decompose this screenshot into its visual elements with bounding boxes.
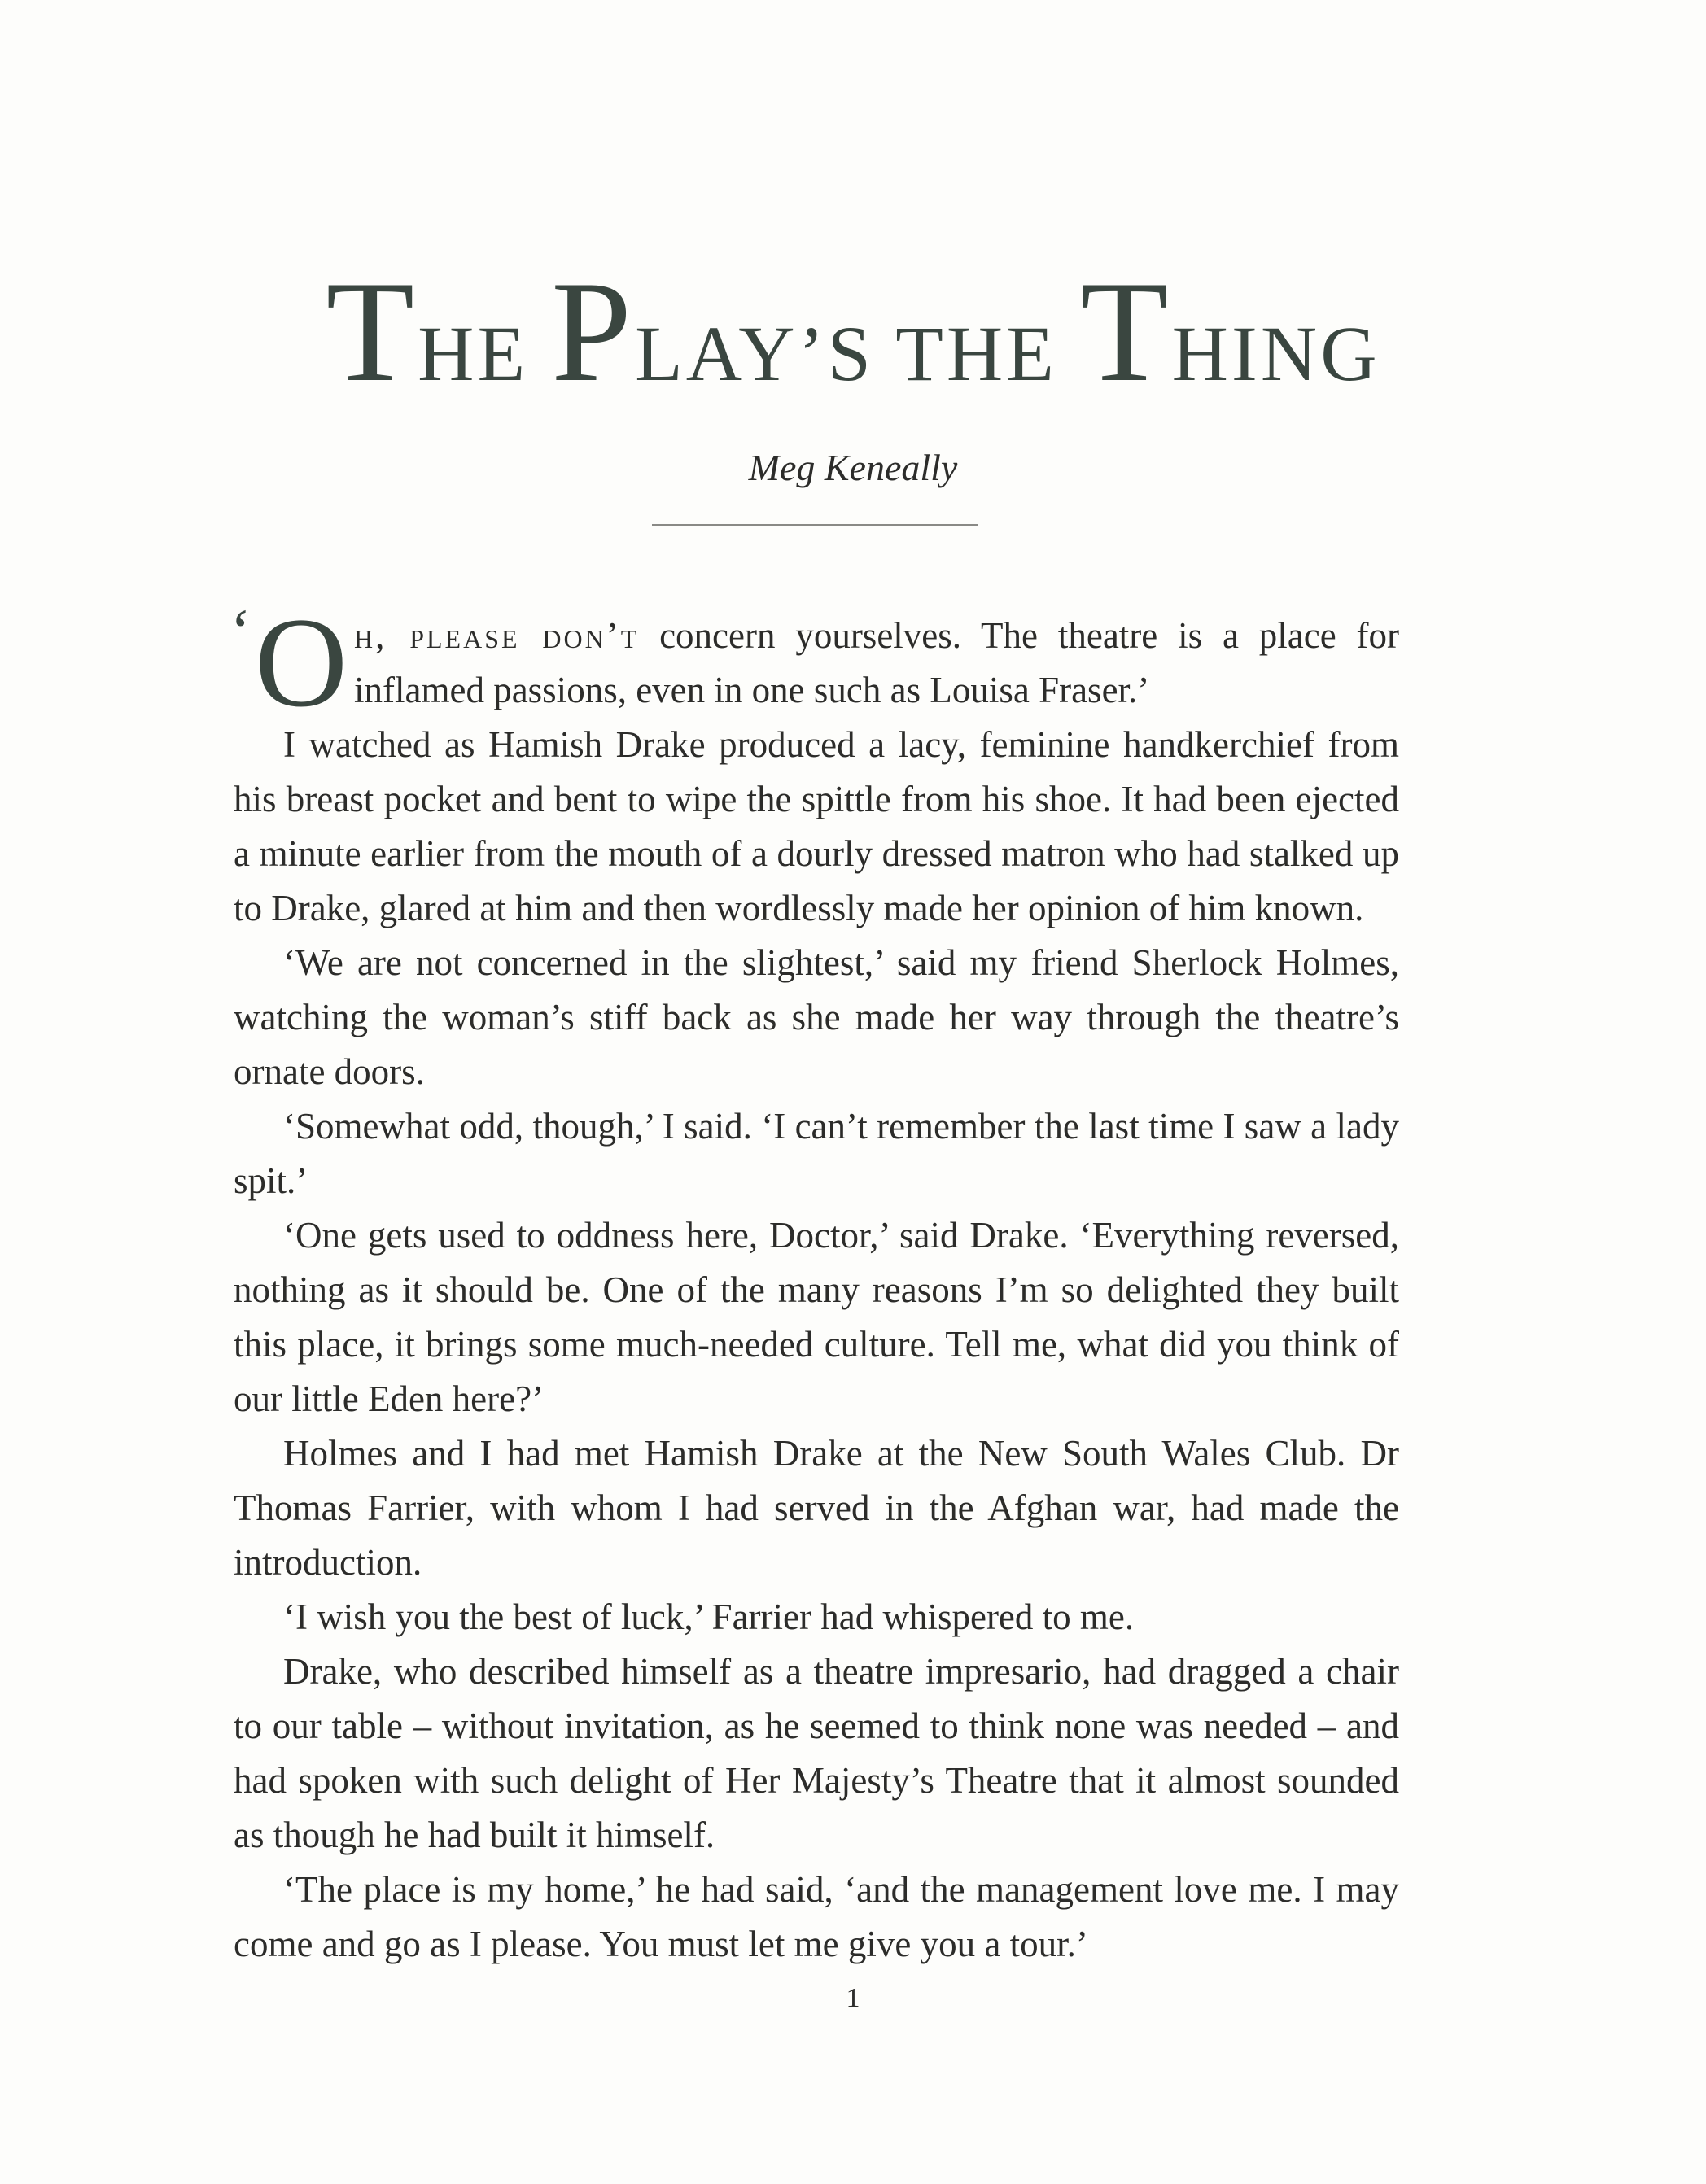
body-paragraph: ‘Somewhat odd, though,’ I said. ‘I can’t remember the last time I saw a lady spit.’ <box>234 1106 1399 1201</box>
title-text: HE <box>418 310 552 397</box>
body-paragraph: ‘The place is my home,’ he had said, ‘and the management love me. I may come and go as I please. You must let me give you a tour.’ <box>234 1869 1399 1964</box>
page-number: 1 <box>846 1983 860 2013</box>
opening-small-caps: h, please don’t <box>354 615 640 656</box>
drop-cap-block <box>230 592 354 734</box>
opening-paragraph <box>230 592 1399 734</box>
body-paragraph: ‘One gets used to oddness here, Doctor,’ said Drake. ‘Everything reversed, nothing as it should be. One of the many reasons I’m so delighted they built this place, it brings some much-needed culture. Tell me, what did you think of our little Eden here?’ <box>234 1215 1399 1419</box>
body-paragraph: ‘I wish you the best of luck,’ Farrier had whispered to me. <box>283 1597 1135 1637</box>
title-divider <box>652 524 978 526</box>
drop-cap-letter: O <box>255 592 348 734</box>
opening-text: concern yourselves. The theatre is a place for inflamed passions, even in one such as Louisa Fraser.’ <box>354 615 1399 710</box>
body-paragraph: ‘We are not concerned in the slightest,’ said my friend Sherlock Holmes, watching the woman’s stiff back as she made her way through the theatre’s ornate doors. <box>234 942 1399 1092</box>
body-paragraph: Drake, who described himself as a theatre impresario, had dragged a chair to our table – without invitation, as he seemed to think none was needed – and had spoken with such delight of Her Majesty’s Theatre that it almost sounded as though he had built it himself. <box>234 1651 1399 1855</box>
opening-quote-mark: ‘ <box>230 597 252 666</box>
title-initial-cap: P <box>551 251 636 412</box>
body-paragraph: Holmes and I had met Hamish Drake at the New South Wales Club. Dr Thomas Farrier, with whom I had served in the Afghan war, had made the introduction. <box>234 1433 1399 1583</box>
title-initial-cap: T <box>1079 251 1172 412</box>
author-byline: Meg Keneally <box>748 447 958 488</box>
body-paragraph: I watched as Hamish Drake produced a lacy, feminine handkerchief from his breast pocket and bent to wipe the spittle from his shoe. It had been ejected a minute earlier from the mouth of a dourly dressed matron who had stalked up to Drake, glared at him and then wordlessly made her opinion of him known. <box>234 724 1399 928</box>
chapter-body <box>230 592 1399 1972</box>
title-initial-cap: T <box>326 251 418 412</box>
chapter-title <box>0 251 1706 412</box>
title-text: HING <box>1171 310 1380 397</box>
title-text: LAY’S THE <box>635 310 1080 397</box>
